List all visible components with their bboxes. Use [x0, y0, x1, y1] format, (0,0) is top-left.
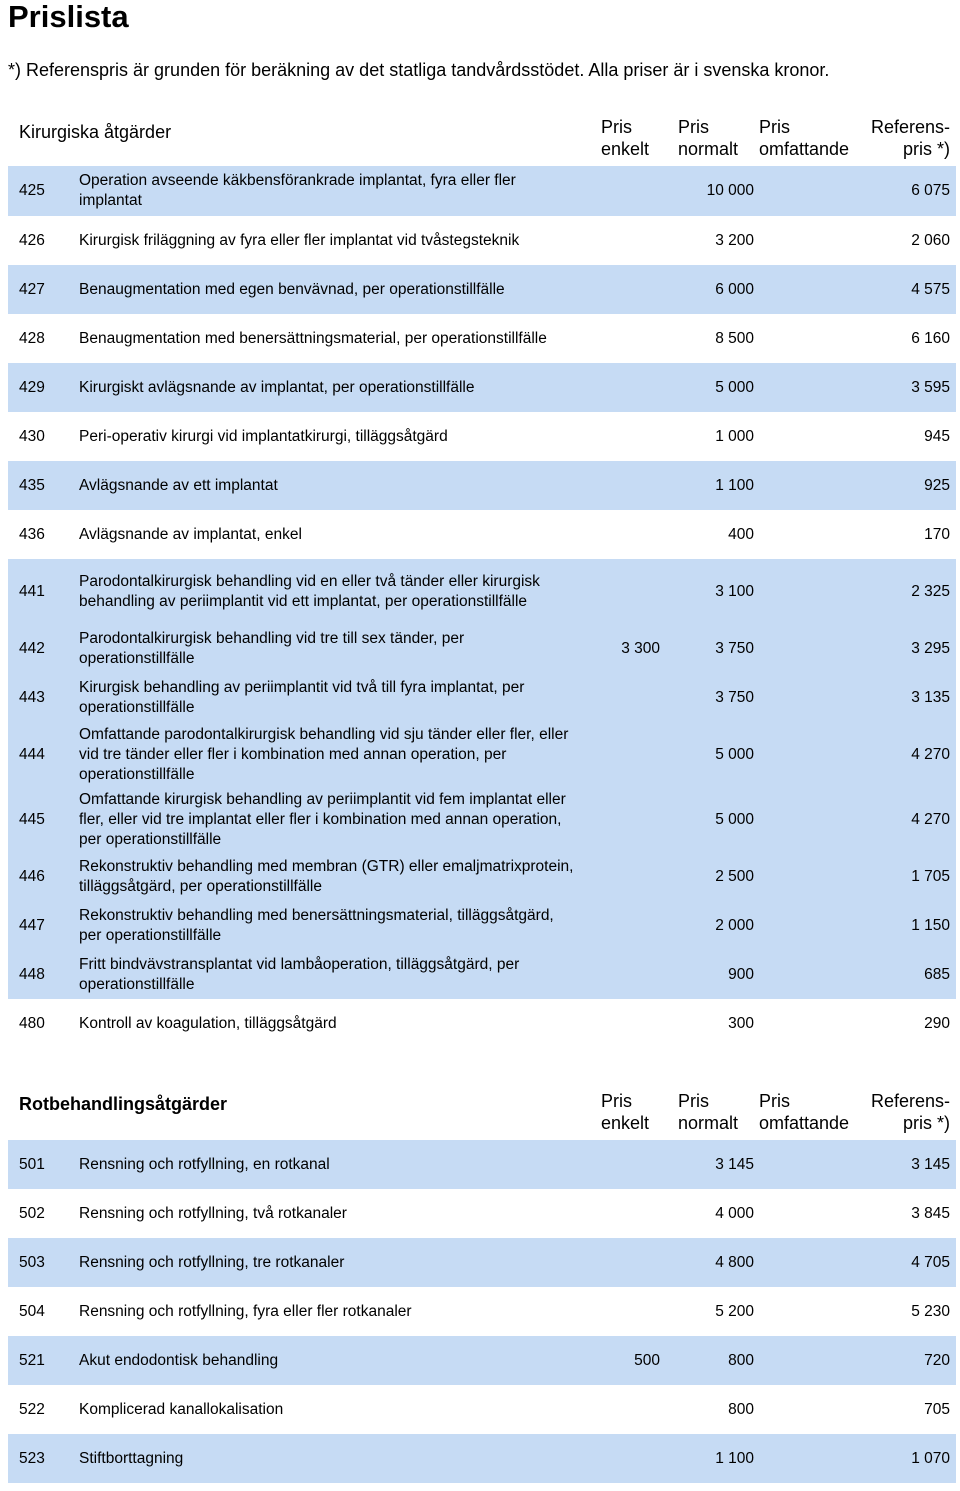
procedure-code: 480 [19, 1014, 45, 1032]
reference-price: 4 270 [911, 745, 950, 763]
procedure-code: 442 [19, 639, 45, 657]
price-normalt: 900 [728, 965, 754, 983]
procedure-description: Stiftborttagning [79, 1449, 184, 1467]
table-row [8, 461, 956, 510]
procedure-code: 521 [19, 1351, 45, 1369]
section-header [8, 1090, 956, 1140]
surgical-procedures-section [8, 116, 956, 1048]
procedure-description: Komplicerad kanallokalisation [79, 1400, 284, 1418]
procedure-description: Akut endodontisk behandling [79, 1351, 279, 1369]
table-row [8, 852, 956, 901]
price-normalt: 1 100 [715, 1449, 754, 1467]
reference-price: 2 060 [911, 231, 950, 249]
procedure-description: Rensning och rotfyllning, tre rotkanaler [79, 1253, 345, 1271]
procedure-description: Kirurgisk friläggning av fyra eller fler implantat vid tvåstegsteknik [79, 231, 520, 249]
reference-price: 6 160 [911, 329, 950, 347]
procedure-code: 444 [19, 745, 45, 763]
price-normalt: 800 [728, 1400, 754, 1418]
price-normalt: 300 [728, 1014, 754, 1032]
price-normalt: 2 000 [715, 916, 754, 934]
price-normalt: 2 500 [715, 867, 754, 885]
table-row [8, 722, 956, 787]
reference-price: 290 [924, 1014, 950, 1032]
surgical-price-rows [8, 166, 956, 1048]
price-normalt: 3 200 [715, 231, 754, 249]
column-header-pris-normalt: Pris normalt [678, 117, 739, 159]
price-normalt: 6 000 [715, 280, 754, 298]
table-row [8, 1336, 956, 1385]
price-normalt: 4 800 [715, 1253, 754, 1271]
procedure-description: Rensning och rotfyllning, fyra eller fler rotkanaler [79, 1302, 412, 1320]
reference-price: 5 230 [911, 1302, 950, 1320]
procedure-description: Parodontalkirurgisk behandling vid en eller två tänder eller kirurgisk behandling av periimplantit vid ett implantat, per operationstillfälle [79, 572, 540, 610]
price-enkelt: 3 300 [621, 639, 660, 657]
table-row [8, 166, 956, 216]
reference-price: 3 295 [911, 639, 950, 657]
price-normalt: 3 750 [715, 688, 754, 706]
reference-price: 4 270 [911, 810, 950, 828]
procedure-description: Kirurgiskt avlägsnande av implantat, per operationstillfälle [79, 378, 475, 396]
column-header-referenspris: Referens- pris *) [870, 1091, 950, 1133]
procedure-description: Rekonstruktiv behandling med membran (GTR) eller emaljmatrixprotein, tilläggsåtgärd, per operationstillfälle [79, 857, 574, 895]
reference-price: 4 575 [911, 280, 950, 298]
reference-price: 3 145 [911, 1155, 950, 1173]
page-title: Prislista [8, 0, 129, 34]
procedure-description: Operation avseende käkbensförankrade implantat, fyra eller fler implantat [79, 172, 516, 209]
reference-price: 705 [924, 1400, 950, 1418]
reference-price: 945 [924, 427, 950, 445]
price-normalt: 5 000 [715, 745, 754, 763]
procedure-description: Rekonstruktiv behandling med benersättningsmaterial, tilläggsåtgärd, per operationstillfälle [79, 906, 554, 944]
procedure-code: 502 [19, 1204, 45, 1222]
price-normalt: 3 145 [715, 1155, 754, 1173]
procedure-code: 503 [19, 1253, 45, 1271]
procedure-description: Rensning och rotfyllning, en rotkanal [79, 1155, 330, 1173]
table-row [8, 510, 956, 559]
table-row [8, 901, 956, 950]
procedure-description: Omfattande kirurgisk behandling av periimplantit vid fem implantat eller fler, eller vid tre implantat eller fler i kombination med annan operation, per operationstillfälle [79, 790, 566, 848]
table-row [8, 999, 956, 1048]
table-row [8, 412, 956, 461]
procedure-code: 429 [19, 378, 45, 396]
procedure-code: 446 [19, 867, 45, 885]
root-canal-price-rows [8, 1140, 956, 1483]
reference-price: 1 070 [911, 1449, 950, 1467]
procedure-code: 445 [19, 810, 45, 828]
table-row [8, 559, 956, 624]
section-title: Kirurgiska åtgärder [19, 122, 172, 142]
price-normalt: 10 000 [706, 182, 754, 199]
price-normalt: 4 000 [715, 1204, 754, 1222]
procedure-code: 426 [19, 231, 45, 249]
price-normalt: 5 000 [715, 810, 754, 828]
column-header-referenspris: Referens- pris *) [870, 117, 950, 159]
procedure-code: 448 [19, 965, 45, 983]
procedure-code: 504 [19, 1302, 45, 1320]
procedure-description: Avlägsnande av implantat, enkel [79, 525, 302, 543]
procedure-code: 523 [19, 1449, 45, 1467]
procedure-code: 447 [19, 916, 45, 934]
procedure-description: Benaugmentation med benersättningsmaterial, per operationstillfälle [79, 329, 547, 347]
price-normalt: 1 100 [715, 476, 754, 494]
root-canal-procedures-section [8, 1090, 956, 1483]
procedure-description: Parodontalkirurgisk behandling vid tre till sex tänder, per operationstillfälle [79, 629, 465, 667]
reference-price: 6 075 [911, 182, 950, 199]
procedure-code: 443 [19, 688, 45, 706]
reference-price: 170 [924, 525, 950, 543]
procedure-description: Benaugmentation med egen benvävnad, per operationstillfälle [79, 280, 505, 298]
procedure-code: 441 [19, 582, 45, 600]
reference-price: 3 845 [911, 1204, 950, 1222]
table-row [8, 787, 956, 852]
price-normalt: 3 100 [715, 582, 754, 600]
procedure-code: 425 [19, 182, 45, 199]
table-row [8, 673, 956, 722]
price-normalt: 400 [728, 525, 754, 543]
table-row [8, 1434, 956, 1483]
column-header-pris-enkelt: Pris enkelt [601, 117, 650, 159]
table-row [8, 950, 956, 999]
procedure-description: Fritt bindvävstransplantat vid lambåoperation, tilläggsåtgärd, per operationstillfälle [79, 955, 520, 993]
procedure-code: 522 [19, 1400, 45, 1418]
price-normalt: 3 750 [715, 639, 754, 657]
procedure-code: 435 [19, 476, 45, 494]
procedure-description: Rensning och rotfyllning, två rotkanaler [79, 1204, 347, 1222]
table-row [8, 1385, 956, 1434]
procedure-description: Peri-operativ kirurgi vid implantatkirurgi, tilläggsåtgärd [79, 427, 448, 445]
column-header-pris-normalt: Pris normalt [678, 1091, 739, 1133]
reference-price: 685 [924, 965, 950, 983]
reference-price: 3 595 [911, 378, 950, 396]
price-enkelt: 500 [634, 1351, 660, 1369]
reference-price: 720 [924, 1351, 950, 1369]
procedure-description: Kontroll av koagulation, tilläggsåtgärd [79, 1014, 337, 1032]
table-row [8, 1189, 956, 1238]
price-normalt: 5 200 [715, 1302, 754, 1320]
column-header-pris-omfattande: Pris omfattande [759, 117, 850, 159]
table-row [8, 1287, 956, 1336]
section-header [8, 116, 956, 166]
price-normalt: 8 500 [715, 329, 754, 347]
table-row [8, 363, 956, 412]
reference-price: 2 325 [911, 582, 950, 600]
price-normalt: 800 [728, 1351, 754, 1369]
table-row [8, 265, 956, 314]
procedure-code: 430 [19, 427, 45, 445]
section-title: Rotbehandlingsåtgärder [19, 1094, 228, 1114]
procedure-description: Avlägsnande av ett implantat [79, 476, 278, 494]
table-row [8, 1238, 956, 1287]
procedure-code: 501 [19, 1155, 45, 1173]
procedure-code: 427 [19, 280, 45, 298]
reference-price: 925 [924, 476, 950, 494]
price-normalt: 5 000 [715, 378, 754, 396]
reference-price: 3 135 [911, 688, 950, 706]
column-header-pris-enkelt: Pris enkelt [601, 1091, 650, 1133]
table-row [8, 624, 956, 673]
procedure-code: 436 [19, 525, 45, 543]
procedure-code: 428 [19, 329, 45, 347]
reference-price: 4 705 [911, 1253, 950, 1271]
price-normalt: 1 000 [715, 427, 754, 445]
reference-price: 1 150 [911, 916, 950, 934]
column-header-pris-omfattande: Pris omfattande [759, 1091, 850, 1133]
table-row [8, 314, 956, 363]
procedure-description: Kirurgisk behandling av periimplantit vid två till fyra implantat, per operationstillfälle [79, 678, 525, 716]
procedure-description: Omfattande parodontalkirurgisk behandling vid sju tänder eller fler, eller vid tre tänder eller fler i kombination med annan operation, per operationstillfälle [79, 725, 569, 783]
table-row [8, 1140, 956, 1189]
reference-price-note: *) Referenspris är grunden för beräkning av det statliga tandvårdsstödet. Alla priser är i svenska kronor. [8, 60, 830, 80]
table-row [8, 216, 956, 265]
reference-price: 1 705 [911, 867, 950, 885]
